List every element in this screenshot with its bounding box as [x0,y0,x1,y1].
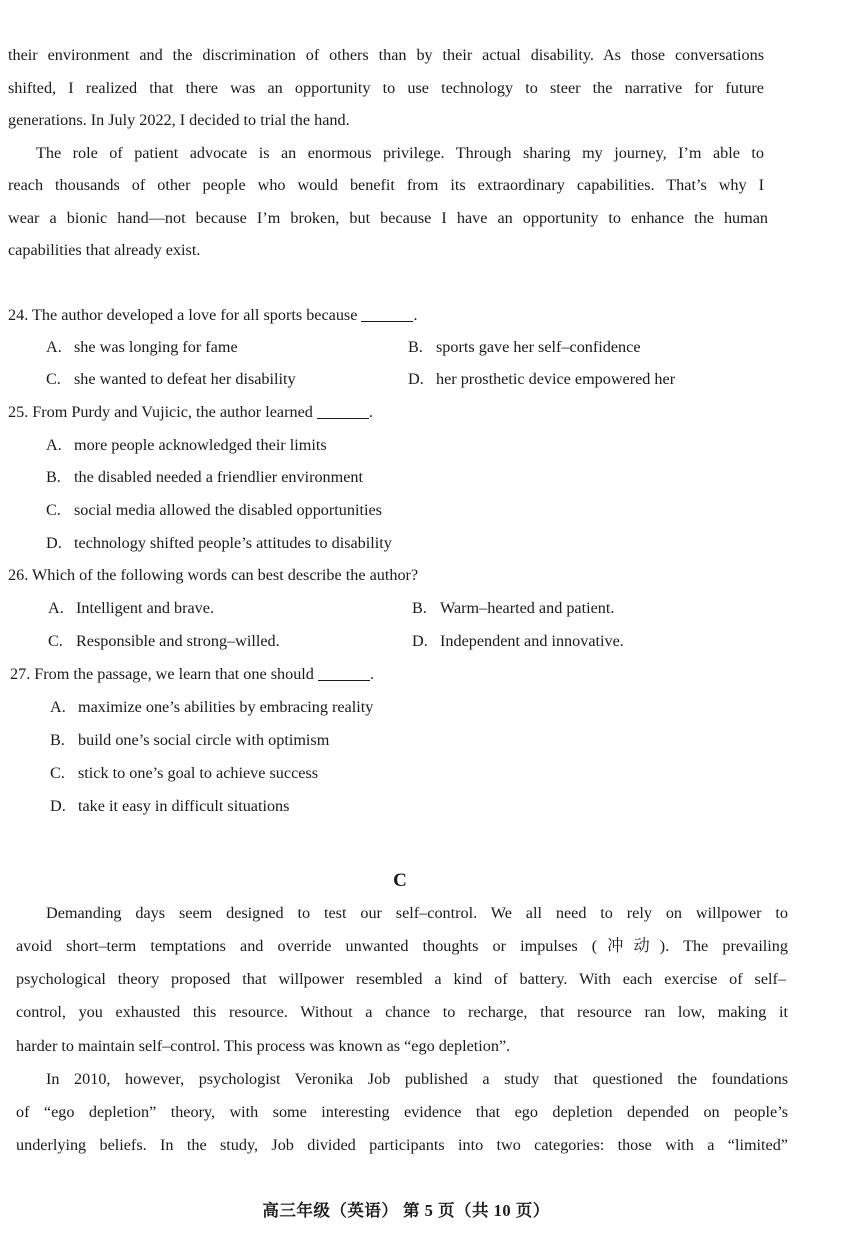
option-label: C. [46,501,61,519]
option-text: sports gave her self–confidence [436,338,641,356]
option-label: B. [46,468,61,486]
option-text: take it easy in difficult situations [78,797,290,815]
passage-line: The role of patient advocate is an enormous privilege. Through sharing my journey, I’m able to [36,144,764,162]
question-stem-end: . [369,665,374,683]
option-label: D. [46,534,62,552]
option-c [48,633,280,649]
option-text: Responsible and strong–willed. [76,632,280,650]
question-stem-end: . [413,306,418,324]
passage-line: wear a bionic hand—not because I’m broken, but because I have an opportunity to enhance the human [8,209,768,227]
option-label: C. [48,632,63,650]
option-a [46,437,327,453]
answer-blank [318,668,370,681]
option-label: D. [412,632,428,650]
option-text: the disabled needed a friendlier environment [74,468,364,486]
option-text: build one’s social circle with optimism [78,731,330,749]
passage-line: capabilities that already exist. [8,241,201,259]
option-text: more people acknowledged their limits [74,436,327,454]
question-24-stem [8,307,418,323]
passage-line: harder to maintain self–control. This process was known as “ego depletion”. [16,1037,511,1055]
answer-blank [317,406,369,419]
option-a [48,600,214,616]
option-text: maximize one’s abilities by embracing reality [78,698,374,716]
option-label: B. [412,599,427,617]
option-label: B. [50,731,65,749]
option-text: Independent and innovative. [440,632,624,650]
passage-line: generations. In July 2022, I decided to trial the hand. [8,111,350,129]
option-b [412,600,614,616]
option-text: she wanted to defeat her disability [74,370,296,388]
section-title: C [393,870,407,891]
option-d [50,798,289,814]
option-label: A. [46,338,62,356]
option-text: technology shifted people’s attitudes to disability [74,534,392,552]
option-d [412,633,624,649]
option-text: Warm–hearted and patient. [440,599,615,617]
option-text: social media allowed the disabled opportunities [74,501,382,519]
option-label: D. [408,370,424,388]
option-c [46,502,382,518]
passage-line: of “ego depletion” theory, with some interesting evidence that ego depletion depended on people’s [16,1103,788,1121]
option-text: she was longing for fame [74,338,238,356]
question-stem-end: . [368,403,373,421]
option-text: her prosthetic device empowered her [436,370,676,388]
option-a [46,339,238,355]
option-label: C. [46,370,61,388]
passage-line: avoid short–term temptations and override unwanted thoughts or impulses (冲动). The prevailing [16,937,788,955]
option-text: stick to one’s goal to achieve success [78,764,319,782]
question-stem-text: 24. The author developed a love for all sports because [8,306,358,324]
passage-line: reach thousands of other people who would benefit from its extraordinary capabilities. That’s why I [8,176,764,194]
option-d [408,371,675,387]
option-c [50,765,318,781]
question-26-stem: 26. Which of the following words can best describe the author? [8,566,419,584]
option-a [50,699,373,715]
passage-line: psychological theory proposed that willpower resembled a kind of battery. With each exercise of self– [16,970,786,988]
option-c [46,371,296,387]
option-label: D. [50,797,66,815]
option-label: A. [48,599,64,617]
option-d [46,535,392,551]
question-25-stem [8,404,373,420]
question-stem-text: 27. From the passage, we learn that one should [10,665,314,683]
passage-line: shifted, I realized that there was an opportunity to use technology to steer the narrative for future [8,79,764,97]
option-b [46,469,363,485]
question-stem-text: 25. From Purdy and Vujicic, the author learned [8,403,313,421]
option-label: C. [50,764,65,782]
option-text: Intelligent and brave. [76,599,214,617]
passage-line: Demanding days seem designed to test our self–control. We all need to rely on willpower to [46,904,788,922]
answer-blank [361,309,413,322]
passage-line: their environment and the discrimination of others than by their actual disability. As those conversations [8,46,764,64]
option-b [408,339,641,355]
page-footer: 高三年级（英语） 第 5 页（共 10 页） [262,1201,550,1220]
option-label: B. [408,338,423,356]
passage-line: underlying beliefs. In the study, Job divided participants into two categories: those with a “limited” [16,1136,788,1154]
passage-line: In 2010, however, psychologist Veronika Job published a study that questioned the foundations [46,1070,788,1088]
question-27-stem [10,666,374,682]
option-label: A. [46,436,62,454]
option-label: A. [50,698,66,716]
option-b [50,732,329,748]
passage-line: control, you exhausted this resource. Without a chance to recharge, that resource ran low, making it [16,1003,788,1021]
